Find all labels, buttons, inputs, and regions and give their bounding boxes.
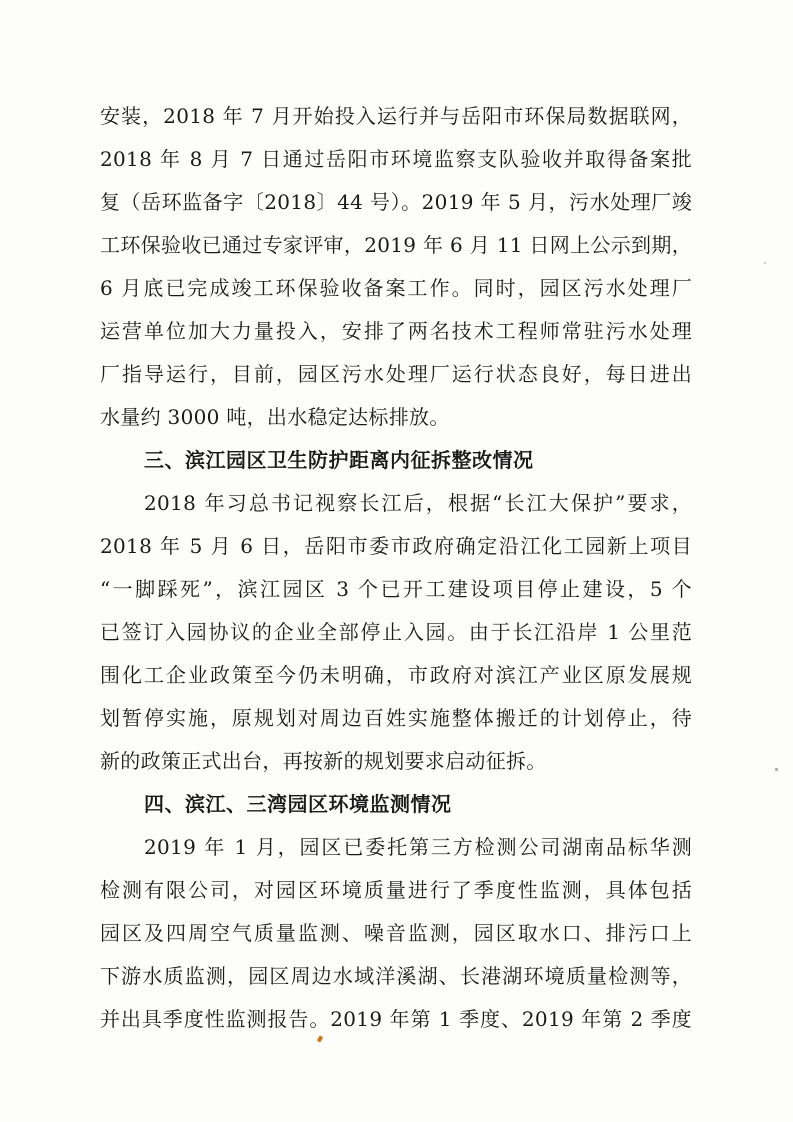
para1-line-1: 安装，2018 年 7 月开始投入运行并与岳阳市环保局数据联网， <box>100 104 692 128</box>
para2-line-3: “一脚踩死”，滨江园区 3 个已开工建设项目停止建设，5 个 <box>100 577 692 601</box>
scan-speck <box>775 768 778 771</box>
section-heading-3: 三、滨江园区卫生防护距离内征拆整改情况 <box>144 448 534 472</box>
para1-line-6: 运营单位加大力量投入，安排了两名技术工程师常驻污水处理 <box>100 319 692 343</box>
para2-line-5: 围化工企业政策至今仍未明确，市政府对滨江产业区原发展规 <box>100 663 692 687</box>
para2-line-7: 新的政策正式出台，再按新的规划要求启动征拆。 <box>100 749 547 773</box>
para3-line-4: 下游水质监测，园区周边水域洋溪湖、长港湖环境质量检测等， <box>100 964 692 988</box>
para2-line-2: 2018 年 5 月 6 日，岳阳市委市政府确定沿江化工园新上项目 <box>100 534 692 558</box>
scan-speck <box>317 1035 323 1042</box>
para1-line-3: 复（岳环监备字〔2018〕44 号）。2019 年 5 月，污水处理厂竣 <box>100 190 692 214</box>
section-heading-4: 四、滨江、三湾园区环境监测情况 <box>144 792 452 816</box>
para2-line-1: 2018 年习总书记视察长江后，根据“长江大保护”要求， <box>144 491 692 515</box>
para1-line-2: 2018 年 8 月 7 日通过岳阳市环境监察支队验收并取得备案批 <box>100 147 692 171</box>
para2-line-6: 划暂停实施，原规划对周边百姓实施整体搬迁的计划停止，待 <box>100 706 692 730</box>
para3-line-2: 检测有限公司，对园区环境质量进行了季度性监测，具体包括 <box>100 878 692 902</box>
para1-line-5: 6 月底已完成竣工环保验收备案工作。同时，园区污水处理厂 <box>100 276 692 300</box>
para1-line-4: 工环保验收已通过专家评审，2019 年 6 月 11 日网上公示到期， <box>100 233 692 257</box>
para3-line-1: 2019 年 1 月，园区已委托第三方检测公司湖南品标华测 <box>144 835 692 859</box>
para1-line-8: 水量约 3000 吨，出水稳定达标排放。 <box>100 405 450 429</box>
para2-line-4: 已签订入园协议的企业全部停止入园。由于长江沿岸 1 公里范 <box>100 620 692 644</box>
scan-speck <box>764 262 766 264</box>
para1-line-7: 厂指导运行，目前，园区污水处理厂运行状态良好，每日进出 <box>100 362 692 386</box>
para3-line-5: 并出具季度性监测报告。2019 年第 1 季度、2019 年第 2 季度 <box>100 1007 692 1031</box>
para3-line-3: 园区及四周空气质量监测、噪音监测，园区取水口、排污口上 <box>100 921 692 945</box>
